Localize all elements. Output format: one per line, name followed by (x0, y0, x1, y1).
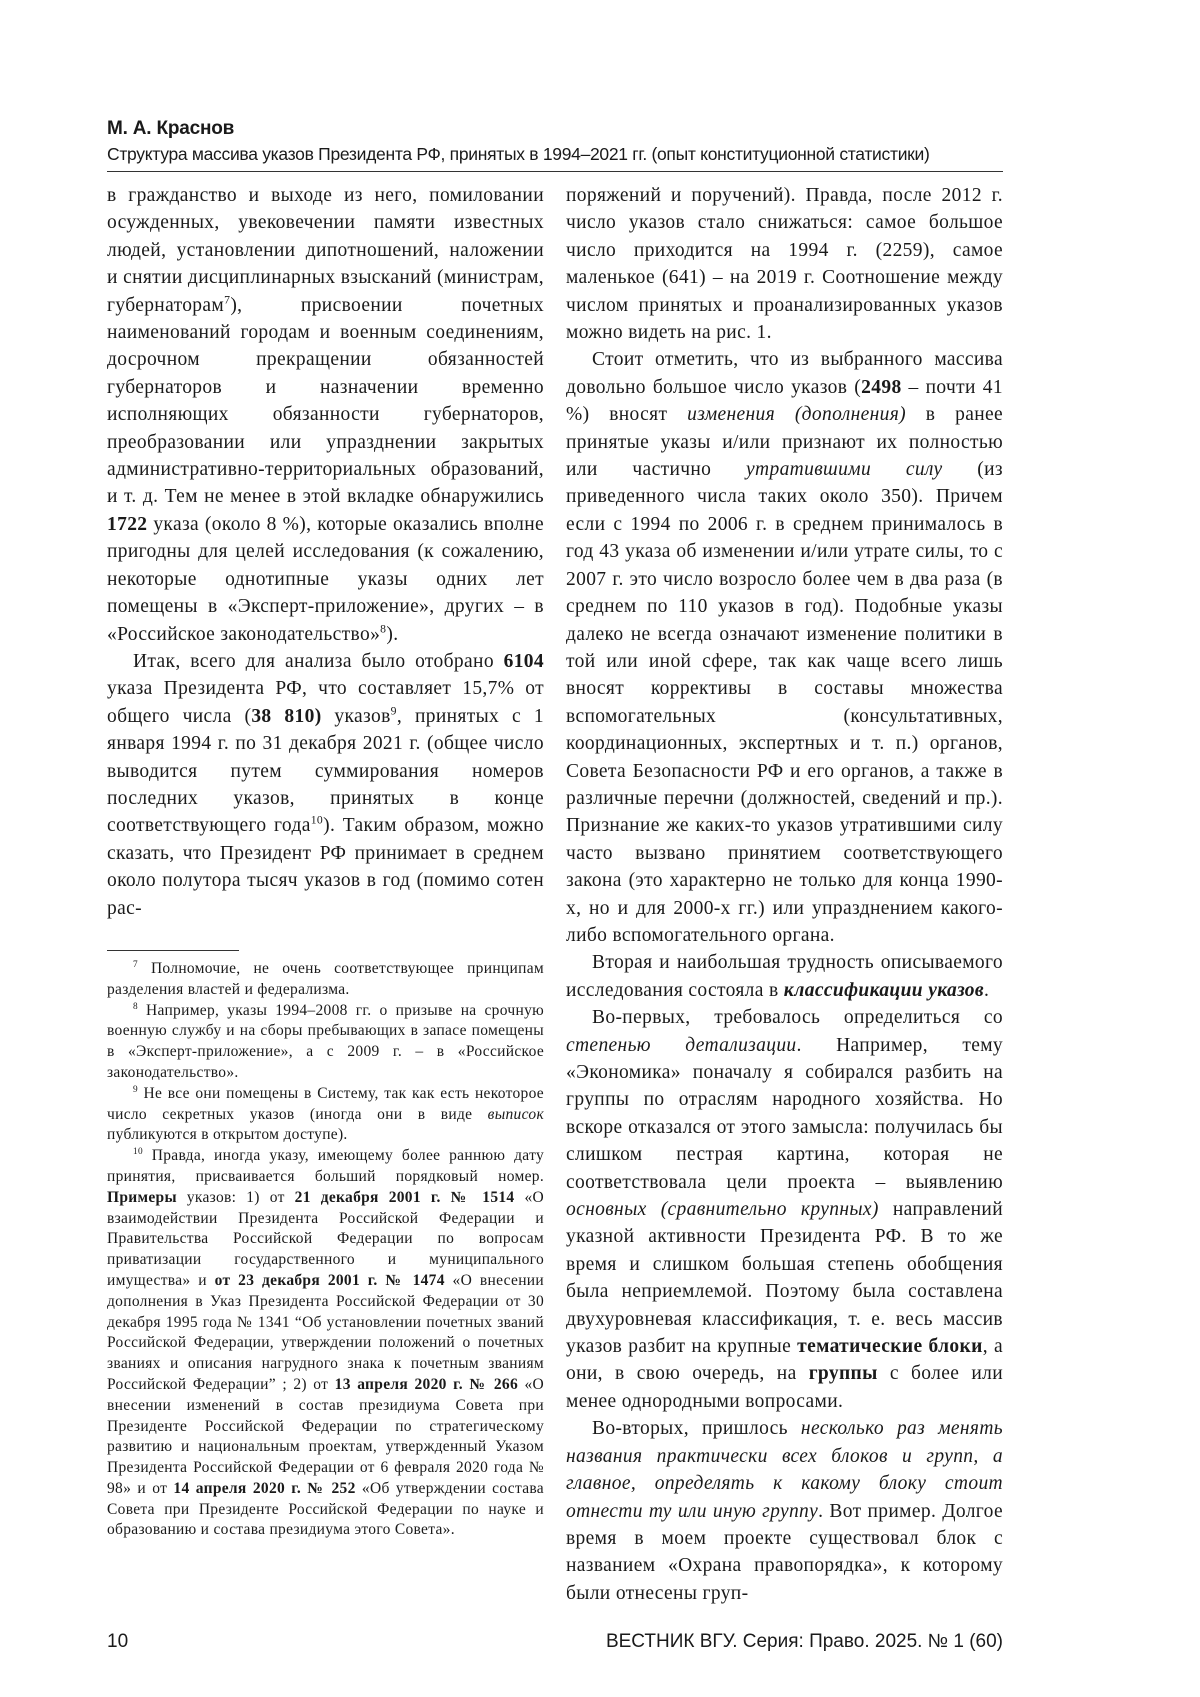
text-segment: 38 810) (251, 706, 321, 727)
paragraph (566, 1004, 1003, 1415)
paragraph (107, 648, 544, 922)
text-segment: ). (386, 624, 398, 645)
page-number: 10 (107, 1631, 128, 1653)
text-segment: Во-первых, требовалось определиться со (592, 1007, 1003, 1028)
footnote (107, 1001, 544, 1084)
text-segment: утратившими силу (746, 459, 943, 480)
text-segment: указа Президента РФ, что составляет 15,7% от общего числа ( (107, 678, 544, 726)
text-segment: от 23 декабря 2001 г. № 1474 (215, 1272, 445, 1289)
text-segment: 14 апреля 2020 г. № 252 (173, 1480, 355, 1497)
text-segment: в ранее принятые указы и/или признают их полностью или частично (566, 404, 1003, 480)
footnote (107, 1146, 544, 1541)
text-segment: «Об утверждении состава Совета при Президенте Российской Федерации по науке и образованию и состава президиума этого Совета». (107, 1480, 544, 1539)
text-segment: 2498 (861, 377, 901, 398)
text-segment: выписок (488, 1106, 544, 1123)
text-segment: указа (около 8 %), которые оказались вполне пригодны для целей исследования (к сожалению, некоторые однотипные указы одних лет помещены в «Эксперт-приложение», других – в «Российское законодательство» (107, 514, 544, 645)
page (0, 0, 1200, 1693)
text-segment: ). Таким образом, можно сказать, что Президент РФ принимает в среднем около полутора тысяч указов в год (помимо сотен рас- (107, 815, 544, 918)
paragraph (566, 949, 1003, 1004)
text-segment: указов: 1) от (177, 1189, 295, 1206)
right-column (566, 182, 1003, 1607)
footnote-ref: 7 (224, 293, 230, 306)
footnote (107, 959, 544, 1001)
footnote-ref: 9 (133, 1085, 138, 1095)
footnote (107, 1084, 544, 1146)
text-segment: «О внесении изменений в состав президиума Совета при Президенте Российской Федерации по стратегическому развитию и национальным проектам, утвержденный Указом Президента Российской Федерации от 6 февраля 2020 года № 98» и от (107, 1376, 544, 1497)
footnote-ref: 7 (133, 960, 138, 970)
text-segment: . Вот пример. Долгое время в моем проекте существовал блок с названием «Охрана правопорядка», к которому были отнесены груп- (566, 1501, 1003, 1604)
text-segment: 1722 (107, 514, 147, 535)
footnote-ref: 10 (311, 814, 323, 827)
journal-name: ВЕСТНИК ВГУ. Серия: Право. 2025. № 1 (60) (606, 1631, 1003, 1653)
text-segment: (из приведенного числа таких около 350). Причем если с 1994 по 2006 г. в среднем принималось в год 43 указа об изменении и/или утрате силы, то с 2007 г. это число возросло более чем в два раза (в среднем по 110 указов в год). Подобные указы далеко не всегда означают изменение политики в той или иной сфере, так как чаще всего лишь вносят коррективы в составы множества вспомогательных (консультативных, координационных, экспертных и т. п.) органов, Совета Безопасности РФ и его органов, а также в различные перечни (должностей, сведений и пр.). Признание же каких-то указов утратившими силу часто вызвано принятием соответствующего закона (это характерно не только для конца 1990-х, но и для 2000-х гг.) или упразднением какого-либо вспомогательного органа. (566, 459, 1003, 946)
paragraph (566, 1415, 1003, 1607)
text-segment: 21 декабря 2001 г. № 1514 (295, 1189, 515, 1206)
text-segment: Примеры (107, 1189, 177, 1206)
text-segment: , а они, в свою очередь, на (566, 1336, 1003, 1384)
text-segment: направлений указной активности Президента РФ. В то же время и слишком большая степень обобщения была неприемлемой. Поэтому была составлена двухуровневая классификация, т. е. весь массив указов разбит на крупные (566, 1199, 1003, 1357)
text-segment: тематические блоки (797, 1336, 983, 1357)
text-segment: – почти 41 %) вносят (566, 377, 1003, 425)
text-segment: . Например, тему «Экономика» поначалу я собирался разбить на группы по отраслям народного хозяйства. Но вскоре отказался от этого замысла: получилась бы слишком пестрая картина, которая не соответствовала цели проекта – выявлению (566, 1035, 1003, 1193)
footnote-divider (107, 950, 239, 951)
author-name: М. А. Краснов (107, 118, 1003, 140)
text-segment: Итак, всего для анализа было отобрано (133, 651, 504, 672)
text-segment: 6104 (504, 651, 544, 672)
text-segment: Правда, иногда указу, имеющему более раннюю дату принятия, присваивается больший порядковый номер. (107, 1147, 544, 1185)
text-segment: Стоит отметить, что из выбранного массива довольно большое число указов ( (566, 349, 1003, 397)
text-segment: публикуются в открытом доступе). (107, 1126, 348, 1143)
text-segment: Во-вторых, пришлось (592, 1418, 801, 1439)
left-column (107, 182, 544, 922)
text-segment: группы (809, 1363, 878, 1384)
text-segment: Например, указы 1994–2008 гг. о призыве на срочную военную службу и на сборы пребывающих в запасе помещены в «Эксперт-приложение», а с 2009 г. – в «Российское законодательство». (107, 1002, 544, 1081)
page-footer (107, 1631, 1003, 1653)
text-segment: «О внесении дополнения в Указ Президента Российской Федерации от 30 декабря 1995 года № 1341 “Об установлении почетных званий Российской Федерации, утверждении положений о почетных званиях и описания нагрудного знака к почетным званиям Российской Федерации” ; 2) от (107, 1272, 544, 1393)
text-segment: основных (сравнительно крупных) (566, 1199, 879, 1220)
text-segment: классификации указов (784, 980, 984, 1001)
running-header (107, 118, 1003, 172)
text-segment: с более или менее однородными вопросами. (566, 1363, 1003, 1411)
text-segment: , принятых с 1 января 1994 г. по 31 декабря 2021 г. (общее число выводится путем суммирования номеров последних указов, принятых в конце соответствующего года (107, 706, 544, 837)
text-segment: изменения (дополнения) (687, 404, 906, 425)
text-segment: степенью детализации (566, 1035, 797, 1056)
paragraph (566, 182, 1003, 346)
text-segment: указов (322, 706, 391, 727)
footnotes (107, 959, 544, 1541)
footnote-ref: 9 (391, 704, 397, 717)
article-title: Структура массива указов Президента РФ, принятых в 1994–2021 гг. (опыт конституционной статистики) (107, 144, 1003, 172)
text-segment: Не все они помещены в Систему, так как есть некоторое число секретных указов (иногда они в виде (107, 1085, 544, 1123)
text-segment: Полномочие, не очень соответствующее принципам разделения властей и федерализма. (107, 960, 544, 998)
text-segment: Вторая и наибольшая трудность описываемого исследования состояла в (566, 952, 1003, 1000)
text-segment: 13 апреля 2020 г. № 266 (335, 1376, 518, 1393)
text-segment: несколько раз менять названия практически всех блоков и групп, а главное, определять к какому блоку стоит отнести ту или иную группу (566, 1418, 1003, 1521)
footnote-ref: 8 (380, 622, 386, 635)
text-segment: ), присвоении почетных наименований городам и военным соединениям, досрочном прекращении обязанностей губернаторов и назначении временно исполняющих обязанности губернаторов, преобразовании или упразднении закрытых административно-территориальных образований, и т. д. Тем не менее в этой вкладке обнаружились (107, 295, 544, 508)
text-segment: . (984, 980, 989, 1001)
text-segment: в гражданство и выходе из него, помиловании осужденных, увековечении памяти известных людей, установлении дипотношений, наложении и снятии дисциплинарных взысканий (министрам, губернаторам (107, 185, 544, 316)
paragraph (566, 346, 1003, 949)
columns (107, 182, 1003, 1607)
footnote-ref: 10 (133, 1147, 143, 1157)
text-segment: «О взаимодействии Президента Российской Федерации и Правительства Российской Федерации по вопросам приватизации государственного и муниципального имущества» и (107, 1189, 544, 1289)
paragraph (107, 182, 544, 648)
footnote-ref: 8 (133, 1001, 138, 1011)
left-column-wrap (107, 182, 544, 1541)
right-column-wrap (566, 182, 1003, 1607)
text-segment: поряжений и поручений). Правда, после 2012 г. число указов стало снижаться: самое большое число приходится на 1994 г. (2259), самое маленькое (641) – на 2019 г. Соотношение между числом принятых и проанализированных указов можно видеть на рис. 1. (566, 185, 1003, 343)
